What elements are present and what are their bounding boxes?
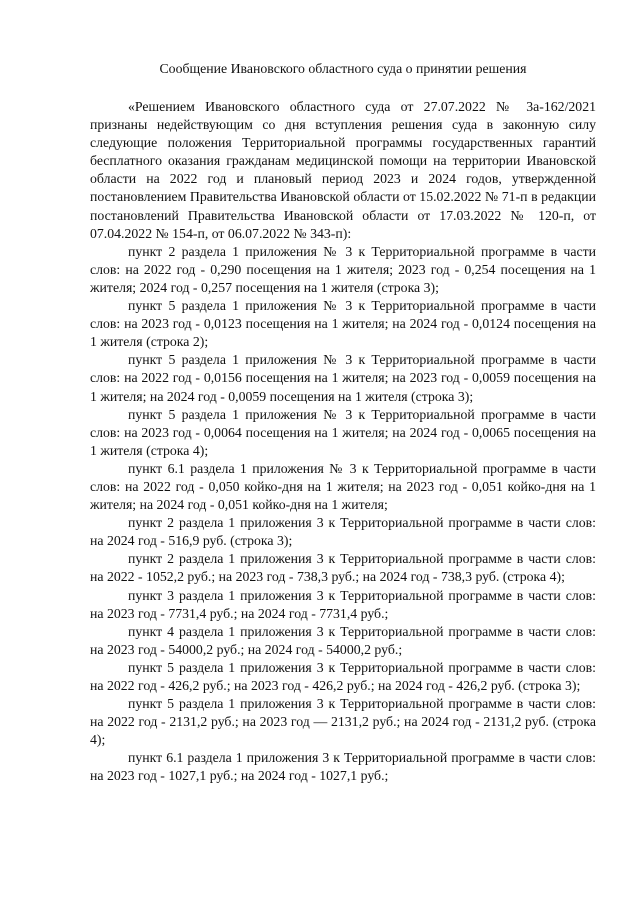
list-item: пункт 5 раздела 1 приложения 3 к Территориальной программе в части слов: на 2022 год - 2131,2 руб.; на 2023 год — 2131,2 руб.; на 2024 год - 2131,2 руб. (строка 4); [90, 696, 596, 748]
list-item: пункт 5 раздела 1 приложения № 3 к Территориальной программе в части слов: на 2023 год - 0,0123 посещения на 1 жителя; на 2024 год - 0,0124 посещения на 1 жителя (строка 2); [90, 298, 596, 350]
list-item: пункт 2 раздела 1 приложения № 3 к Территориальной программе в части слов: на 2022 год - 0,290 посещения на 1 жителя; 2023 год - 0,254 посещения на 1 жителя; 2024 год - 0,257 посещения на 1 жителя (строка 3); [90, 243, 596, 295]
document-title: Сообщение Ивановского областного суда о принятии решения [159, 61, 527, 76]
list-item: пункт 2 раздела 1 приложения 3 к Территориальной программе в части слов: на 2024 год - 516,9 руб. (строка 3); [90, 515, 596, 549]
list-item: пункт 4 раздела 1 приложения 3 к Территориальной программе в части слов: на 2023 год - 54000,2 руб.; на 2024 год - 54000,2 руб.; [90, 623, 596, 657]
list-item: пункт 5 раздела 1 приложения 3 к Территориальной программе в части слов: на 2022 год - 426,2 руб.; на 2023 год - 426,2 руб.; на 2024 год - 426,2 руб. (строка 3); [90, 659, 596, 693]
intro-paragraph: «Решением Ивановского областного суда от 27.07.2022 № 3а-162/2021 признаны недействующим со дня вступления решения суда в законную силу следующие положения Территориальной программы государственных гарантий бесплатного оказания гражданам медицинской помощи на территории Ивановской области на 2022 год и плановый период 2023 и 2024 годов, утвержденной постановлением Правительства Ивановской области от 15.02.2022 № 71-п в редакции постановлений Правительства Ивановской области от 17.03.2022 № 120-п, от 07.04.2022 № 154-п, от 06.07.2022 № 343-п): [90, 99, 596, 241]
list-item: пункт 3 раздела 1 приложения 3 к Территориальной программе в части слов: на 2023 год - 7731,4 руб.; на 2024 год - 7731,4 руб.; [90, 587, 596, 621]
list-item: пункт 5 раздела 1 приложения № 3 к Территориальной программе в части слов: на 2022 год - 0,0156 посещения на 1 жителя; на 2023 год - 0,0059 посещения на 1 жителя; на 2024 год - 0,0059 посещения на 1 жителя (строка 3); [90, 352, 596, 404]
list-item: пункт 2 раздела 1 приложения 3 к Территориальной программе в части слов: на 2022 - 1052,2 руб.; на 2023 год - 738,3 руб.; на 2024 год - 738,3 руб. (строка 4); [90, 551, 596, 585]
document-page [90, 60, 596, 786]
list-item: пункт 6.1 раздела 1 приложения № 3 к Территориальной программе в части слов: на 2022 год - 0,050 койко-дня на 1 жителя; на 2023 год - 0,051 койко-дня на 1 жителя; на 2024 год - 0,051 койко-дня на 1 жителя; [90, 460, 596, 513]
list-item: пункт 6.1 раздела 1 приложения 3 к Территориальной программе в части слов: на 2023 год - 1027,1 руб.; на 2024 год - 1027,1 руб.; [90, 750, 596, 784]
list-item: пункт 5 раздела 1 приложения № 3 к Территориальной программе в части слов: на 2023 год - 0,0064 посещения на 1 жителя; на 2024 год - 0,0065 посещения на 1 жителя (строка 4); [90, 406, 596, 458]
